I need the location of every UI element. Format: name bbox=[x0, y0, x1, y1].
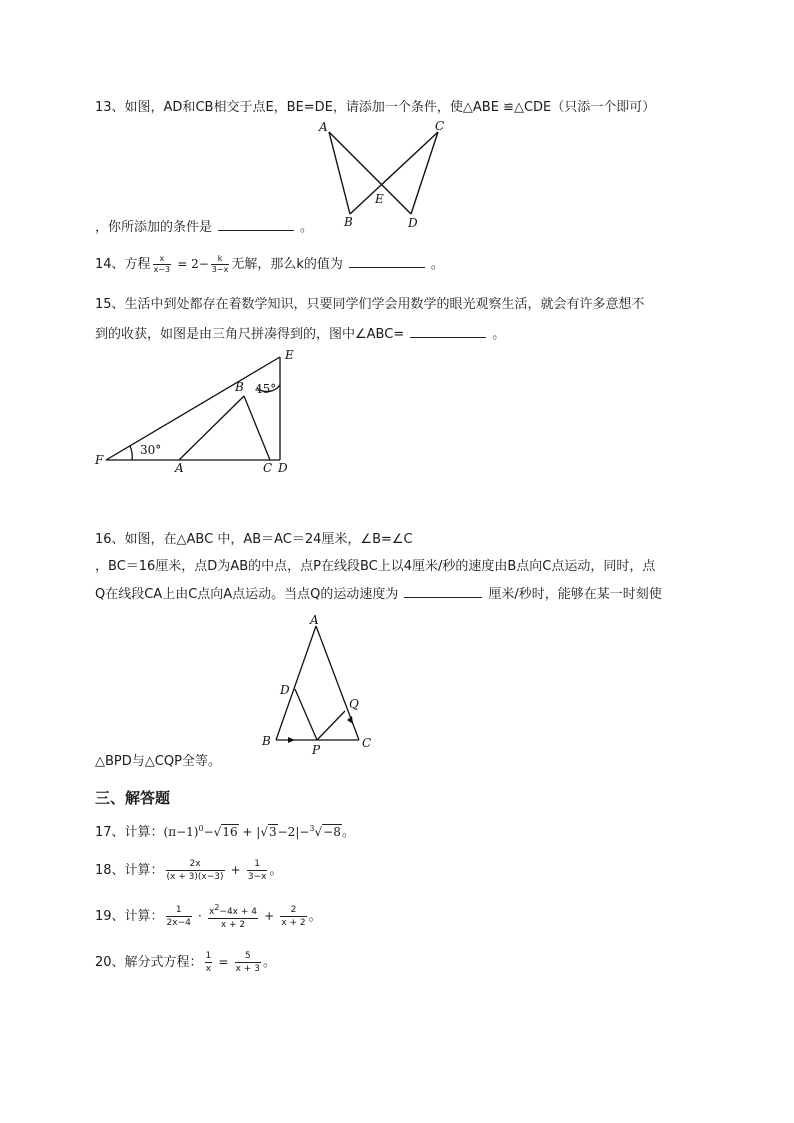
label-E: E bbox=[375, 192, 384, 206]
q16-figure bbox=[258, 612, 388, 757]
label-D: D bbox=[408, 216, 418, 230]
q18-line bbox=[95, 858, 282, 883]
label-B: B bbox=[262, 734, 271, 748]
segment-AB bbox=[329, 132, 350, 214]
q16-line4: △BPD与△CQP全等。 bbox=[95, 754, 221, 769]
dot-sign: · bbox=[198, 909, 202, 923]
label-E: E bbox=[285, 348, 294, 362]
angle-30-label: 30° bbox=[140, 443, 162, 457]
label-D: D bbox=[280, 683, 290, 697]
answer-blank[interactable] bbox=[218, 218, 294, 231]
segment-BC bbox=[244, 396, 270, 460]
arrow-P bbox=[288, 737, 295, 743]
plus-sign: + bbox=[230, 863, 241, 877]
q15-line2 bbox=[95, 323, 505, 342]
fraction: $\frac{1}{3-x}$ bbox=[247, 859, 267, 882]
q19-prefix: 19、计算： bbox=[95, 909, 164, 924]
fraction: $\frac{2x}{(x + 3)(x-3)}$ bbox=[166, 859, 224, 882]
q20-line bbox=[95, 950, 276, 975]
plus-sign: + bbox=[264, 909, 275, 923]
segment-FE bbox=[106, 357, 280, 460]
fraction: $\frac{2}{x + 2}$ bbox=[281, 905, 306, 928]
angle-arc-30 bbox=[130, 446, 132, 460]
q16-line1: 16、如图，在△ABC 中，AB＝AC＝24厘米，∠B=∠C bbox=[95, 532, 413, 547]
label-B: B bbox=[344, 215, 353, 229]
fraction: $\frac{k}{3-x}$ bbox=[211, 254, 229, 274]
segment-PQ bbox=[317, 711, 345, 740]
q16-prompt: Q在线段CA上由C点向A点运动。当点Q的运动速度为 bbox=[95, 587, 399, 602]
label-A: A bbox=[310, 613, 319, 627]
q17-expression: $(\pi-1)^0-√16 + |√3-2|-^3√-8$ bbox=[163, 824, 341, 839]
q16-text: 厘米/秒时，能够在某一时刻使 bbox=[488, 587, 662, 602]
q13-figure bbox=[314, 118, 454, 233]
q15-end: 。 bbox=[492, 327, 506, 342]
label-P: P bbox=[312, 743, 321, 757]
label-F: F bbox=[95, 453, 104, 467]
answer-blank[interactable] bbox=[349, 255, 425, 268]
q20-prefix: 20、解分式方程： bbox=[95, 955, 203, 970]
fraction: $\frac{x}{x-3}$ bbox=[153, 254, 171, 274]
q15-line1: 15、生活中到处都存在着数学知识，只要同学们学会用数学的眼光观察生活，就会有许多意想不 bbox=[95, 297, 645, 312]
label-D: D bbox=[278, 461, 288, 475]
fraction: $\frac{1}{2x-4}$ bbox=[166, 905, 191, 928]
equals-sign: = bbox=[218, 955, 229, 969]
label-C: C bbox=[435, 119, 445, 133]
answer-blank[interactable] bbox=[404, 585, 482, 598]
q15-prompt: 到的收获，如图是由三角尺拼凑得到的，图中∠ABC= bbox=[95, 327, 405, 342]
fraction: $\frac{1}{x}$ bbox=[205, 951, 212, 974]
segment-DP bbox=[295, 689, 317, 740]
label-A: A bbox=[175, 461, 184, 475]
angle-45-label: 45° bbox=[255, 382, 277, 396]
fraction: $\frac{5}{x + 3}$ bbox=[235, 951, 260, 974]
q17-end: 。 bbox=[341, 825, 355, 840]
q17-prefix: 17、计算： bbox=[95, 825, 164, 840]
q18-prefix: 18、计算： bbox=[95, 863, 164, 878]
section-heading: 三、解答题 bbox=[95, 789, 171, 807]
q14-line bbox=[95, 253, 444, 275]
label-A: A bbox=[319, 120, 328, 134]
q16-line2: ，BC＝16厘米，点D为AB的中点，点P在线段BC上以4厘米/秒的速度由B点向C点运动，同时，点 bbox=[95, 559, 656, 574]
label-C: C bbox=[263, 461, 273, 475]
q13-line1: 13、如图，AD和CB相交于点E，BE=DE，请添加一个条件，使△ABE ≌△CDE（只添一个即可） bbox=[95, 100, 656, 115]
q14-prefix: 14、方程 bbox=[95, 257, 151, 272]
q19-line bbox=[95, 902, 322, 931]
q14-end: 。 bbox=[430, 257, 444, 272]
q16-line3 bbox=[95, 583, 662, 602]
q15-figure bbox=[92, 345, 302, 475]
q19-end: 。 bbox=[308, 909, 322, 924]
segment-AD bbox=[329, 132, 411, 214]
fraction: $\frac{x^2-4x + 4}{x + 2}$ bbox=[208, 903, 257, 930]
q18-end: 。 bbox=[269, 863, 283, 878]
label-C: C bbox=[362, 736, 372, 750]
segment-AB bbox=[179, 396, 244, 460]
q13-prompt: ，你所添加的条件是 bbox=[95, 220, 213, 235]
q14-text: 无解，那么k的值为 bbox=[231, 257, 343, 272]
q17-line bbox=[95, 821, 355, 840]
q13-line2 bbox=[95, 216, 313, 235]
label-Q: Q bbox=[349, 697, 359, 711]
q14-eq: = 2− bbox=[177, 257, 209, 271]
q13-end: 。 bbox=[300, 220, 314, 235]
answer-blank[interactable] bbox=[410, 325, 486, 338]
q20-end: 。 bbox=[262, 955, 276, 970]
label-B: B bbox=[235, 380, 244, 394]
